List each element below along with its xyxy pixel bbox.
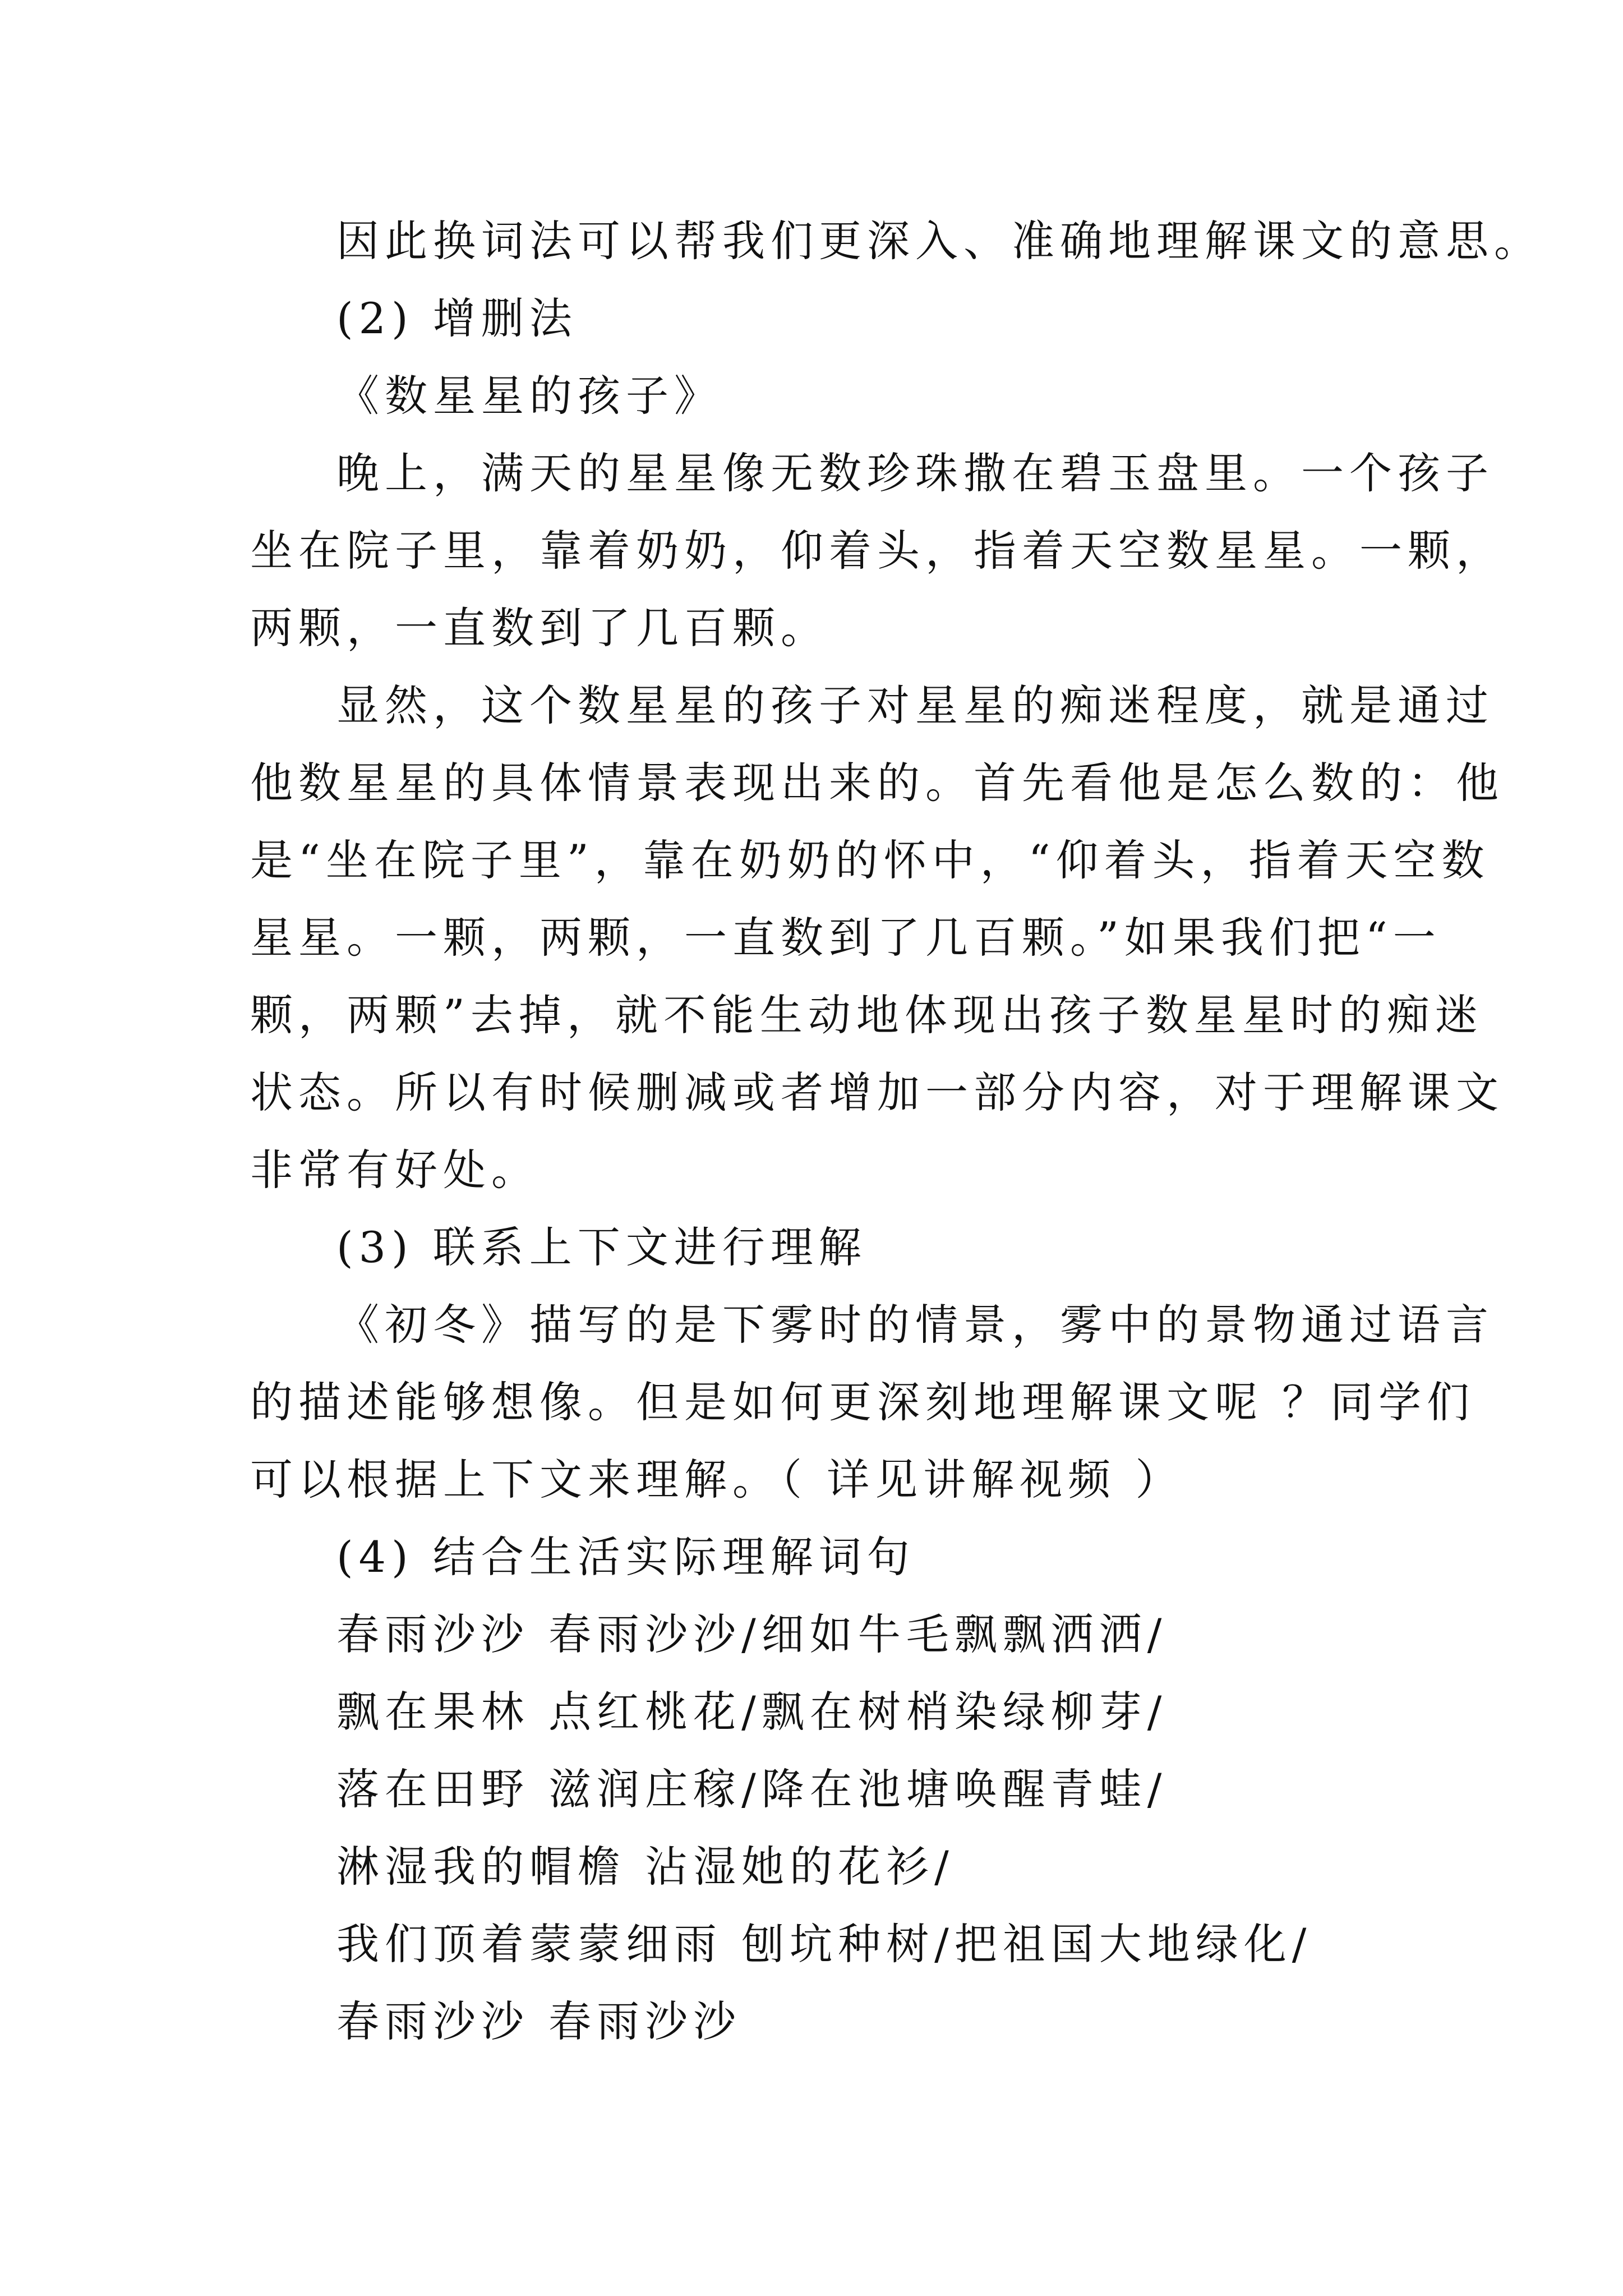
poem-line: 春雨沙沙 春雨沙沙/细如牛毛飘飘洒洒/ xyxy=(336,1609,1168,1659)
paragraph-line: 因此换词法可以帮我们更深入、准确地理解课文的意思。 xyxy=(336,216,1542,266)
paragraph-line: 星星。一颗，两颗，一直数到了几百颗。”如果我们把“一 xyxy=(250,913,1441,963)
section-heading: (4) 结合生活实际理解词句 xyxy=(336,1532,915,1582)
paragraph-line: 坐在院子里，靠着奶奶，仰着头，指着天空数星星。一颗， xyxy=(250,526,1504,576)
paragraph-line: 的描述能够想像。但是如何更深刻地理解课文呢 ？同学们 xyxy=(250,1377,1476,1427)
paragraph-line: 晚上，满天的星星像无数珍珠撒在碧玉盘里。一个孩子 xyxy=(336,448,1494,498)
paragraph-line: 《初冬》描写的是下雾时的情景，雾中的景物通过语言 xyxy=(336,1300,1494,1350)
paragraph-line: 是“坐在院子里”，靠在奶奶的怀中，“仰着头，指着天空数 xyxy=(250,835,1490,885)
poem-line: 我们顶着蒙蒙细雨 刨坑种树/把祖国大地绿化/ xyxy=(336,1919,1312,1969)
poem-line: 淋湿我的帽檐 沾湿她的花衫/ xyxy=(336,1842,955,1892)
section-heading: (3) 联系上下文进行理解 xyxy=(336,1222,867,1272)
paragraph-line: 显然，这个数星星的孩子对星星的痴迷程度，就是通过 xyxy=(336,680,1494,730)
poem-title: 《数星星的孩子》 xyxy=(336,371,722,421)
paragraph-line: 两颗，一直数到了几百颗。 xyxy=(250,603,829,653)
paragraph-line: 他数星星的具体情景表现出来的。首先看他是怎么数的：他 xyxy=(250,758,1504,808)
paragraph-line: 颗，两颗”去掉，就不能生动地体现出孩子数星星时的痴迷 xyxy=(250,990,1483,1040)
section-heading: (2) 增删法 xyxy=(336,293,578,343)
poem-line: 落在田野 滋润庄稼/降在池塘唤醒青蛙/ xyxy=(336,1764,1168,1814)
paragraph-line: 状态。所以有时候删减或者增加一部分内容，对于理解课文 xyxy=(250,1068,1504,1117)
poem-line: 飘在果林 点红桃花/飘在树梢染绿柳芽/ xyxy=(336,1687,1168,1737)
paragraph-line: 可以根据上下文来理解。（ 详见讲解视频 ） xyxy=(250,1455,1184,1504)
paragraph-line: 非常有好处。 xyxy=(250,1145,540,1195)
poem-line: 春雨沙沙 春雨沙沙 xyxy=(336,1996,742,2046)
